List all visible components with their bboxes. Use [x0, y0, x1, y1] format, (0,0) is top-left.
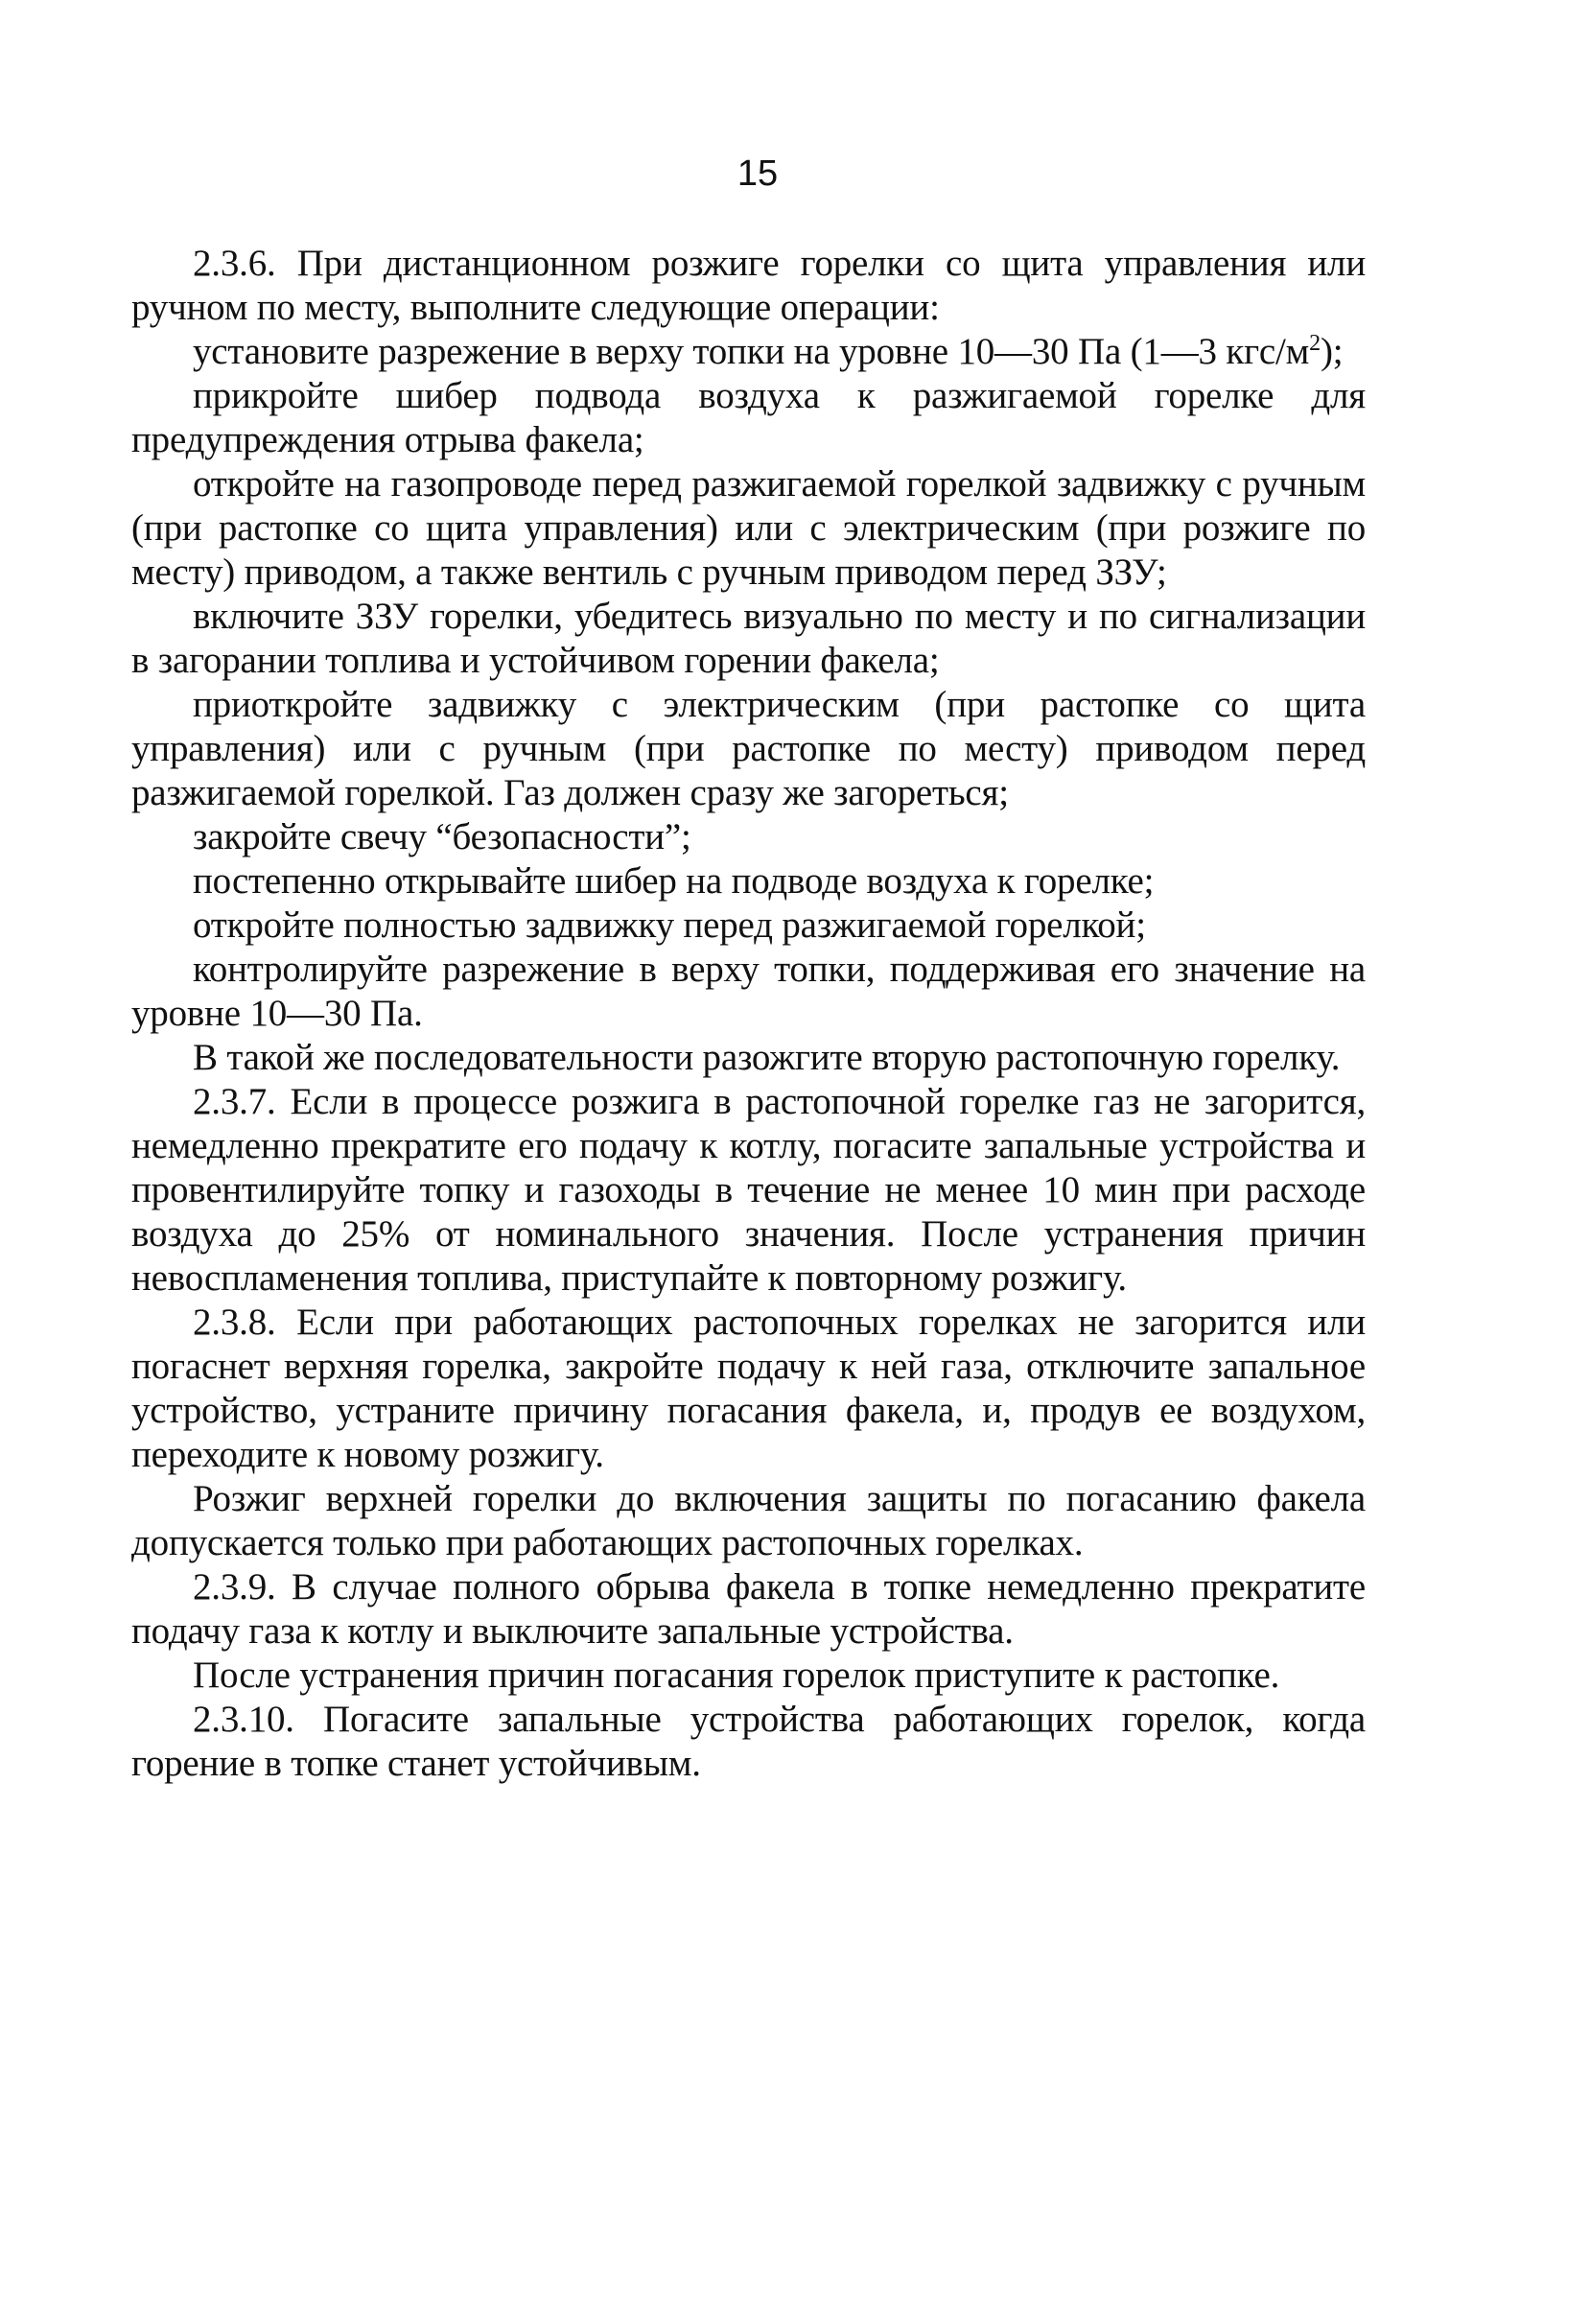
paragraph-upper-burner: Розжиг верхней горелки до включения защиты по погасанию факела допускается только при работающих растопочных горелках. [131, 1478, 1366, 1563]
paragraph-set-draft [131, 330, 1366, 374]
paragraph-control-draft: контролируйте разрежение в верху топки, поддерживая его значение на уровне 10—30 Па. [131, 949, 1366, 1034]
paragraph-close-damper: прикройте шибер подвода воздуха к разжигаемой горелке для предупреждения отрыва факела; [131, 375, 1366, 460]
page-number: 15 [737, 153, 779, 194]
paragraph-fully-open-valve: откройте полностью задвижку перед разжигаемой горелкой; [193, 904, 1146, 946]
paragraph-2-3-8: 2.3.8. Если при работающих растопочных горелках не загорится или погаснет верхняя горелка, закройте подачу к ней газа, отключите запальное устройство, устраните причину погасания факела, и, продув ее воздухом, переходите к новому розжигу. [131, 1302, 1366, 1475]
paragraph-open-air-damper: постепенно открывайте шибер на подводе воздуха к горелке; [193, 860, 1155, 902]
document-body [131, 242, 1366, 1786]
paragraph-after-elimination: После устранения причин погасания горелок приступите к растопке. [193, 1655, 1280, 1696]
paragraph-2-3-6: 2.3.6. При дистанционном розжиге горелки со щита управления или ручном по месту, выполните следующие операции: [131, 243, 1366, 328]
paragraph-open-gate-valve: откройте на газопроводе перед разжигаемой горелкой задвижку с ручным (при растопке со щита управления) или с электрическим (при розжиге по месту) приводом, а также вентиль с ручным приводом перед ЗЗУ; [131, 463, 1366, 593]
paragraph-second-burner: В такой же последовательности разожгите вторую растопочную горелку. [193, 1037, 1341, 1078]
paragraph-2-3-9: 2.3.9. В случае полного обрыва факела в топке немедленно прекратите подачу газа к котлу и выключите запальные устройства. [131, 1566, 1366, 1652]
paragraph-close-vent: закройте свечу “безопасности”; [193, 816, 691, 857]
paragraph-enable-igniter: включите ЗЗУ горелки, убедитесь визуально по месту и по сигнализации в загорании топлива и устойчивом горении факела; [131, 596, 1366, 681]
paragraph-2-3-7: 2.3.7. Если в процессе розжига в растопочной горелке газ не загорится, немедленно прекратите его подачу к котлу, погасите запальные устройства и провентилируйте топку и газоходы в течение не менее 10 мин при расходе воздуха до 25% от номинального значения. После устранения причин невоспламенения топлива, приступайте к повторному розжигу. [131, 1081, 1366, 1299]
paragraph-partially-open-valve: приоткройте задвижку с электрическим (при растопке со щита управления) или с ручным (при растопке по месту) приводом перед разжигаемой горелкой. Газ должен сразу же загореться; [131, 684, 1366, 813]
paragraph-2-3-10: 2.3.10. Погасите запальные устройства работающих горелок, когда горение в топке станет устойчивым. [131, 1699, 1366, 1784]
set-draft-text: установите разрежение в верху топки на уровне 10—30 Па (1—3 кгс/м [193, 331, 1310, 372]
superscript-2: 2 [1309, 331, 1321, 356]
set-draft-tail: ); [1320, 331, 1344, 372]
